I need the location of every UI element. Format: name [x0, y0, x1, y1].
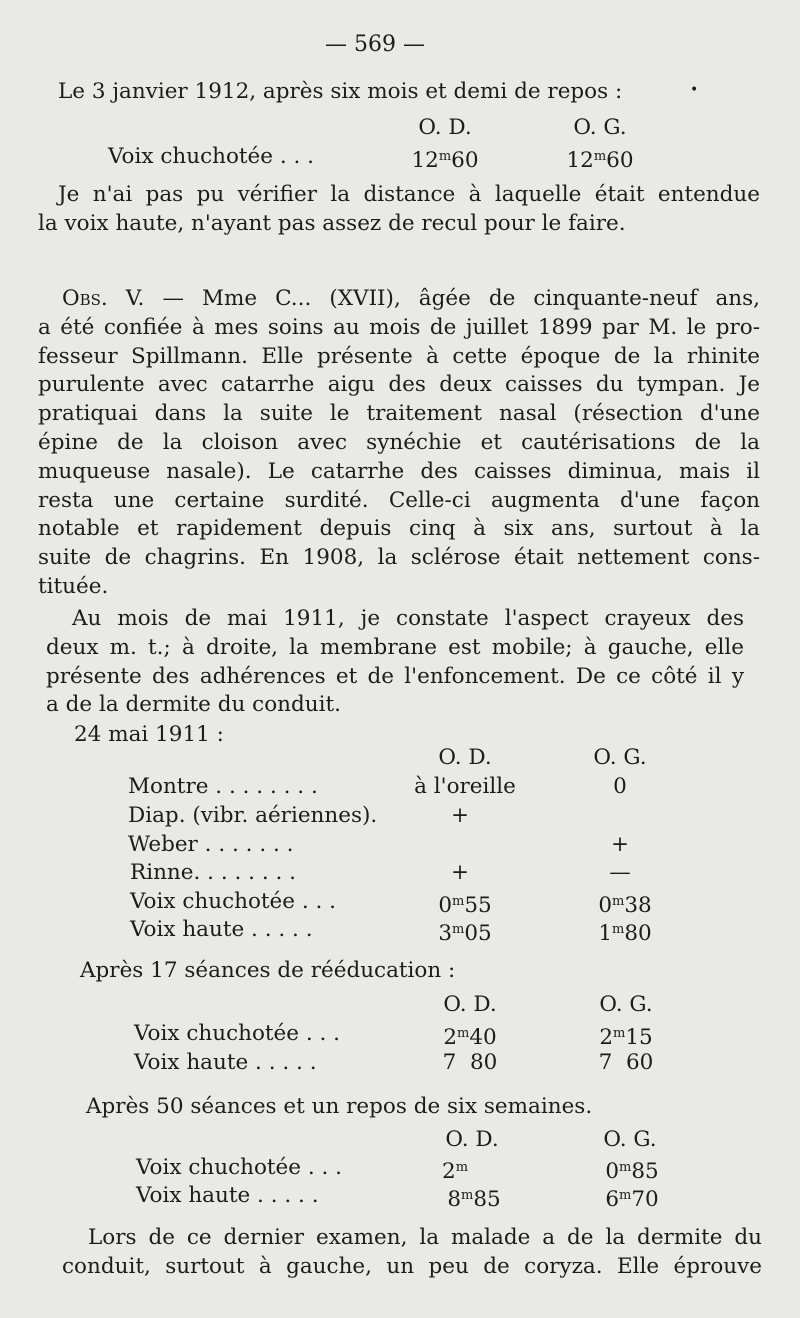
table4-label-chuchotee: Voix chuchotée . . .	[136, 1155, 342, 1180]
table2-label-rinne: Rinne. . . . . . . .	[130, 860, 296, 885]
table4-og-haute: 6$^m$70	[605, 1187, 659, 1212]
table2-label-haute: Voix haute . . . . .	[130, 917, 313, 942]
table2-od-haute: 3$^m$05	[438, 921, 492, 946]
paragraph-examination: Au mois de mai 1911, je constate l'aspect crayeux des deux m. t.; à droite, la membrane est mobile; à gauche, elle présente des adhérences et de l'enfoncement. De ce côté il y a de la dermite du conduit.	[46, 606, 744, 718]
table3-og-haute: 7 60	[598, 1050, 654, 1075]
table2-head-og: O. G.	[593, 745, 647, 770]
after-50-heading: Après 50 séances et un repos de six semaines.	[86, 1094, 593, 1119]
table2-og-rinne: —	[609, 860, 631, 885]
table2-label-weber: Weber . . . . . . .	[128, 832, 294, 857]
table2-od-rinne: +	[450, 860, 469, 885]
obs-label: Obs. V.	[62, 286, 145, 311]
after-17-heading: Après 17 séances de rééducation :	[80, 958, 456, 983]
table4-label-haute: Voix haute . . . . .	[136, 1183, 319, 1208]
table2-og-chuchotee: 0$^m$38	[598, 893, 652, 918]
table3-od-haute: 7 80	[442, 1050, 498, 1075]
table3-od-chuchotee: 2$^m$40	[443, 1025, 497, 1050]
table2-label-montre: Montre . . . . . . . .	[128, 774, 318, 799]
paragraph-final: Lors de ce dernier examen, la malade a de la dermite du conduit, surtout à gauche, un peu de coryza. Elle éprouve	[62, 1225, 762, 1279]
page-number: — 569 —	[325, 32, 425, 57]
table1-row-label: Voix chuchotée . . .	[108, 144, 314, 169]
stray-mark: •	[690, 82, 699, 98]
table4-head-od: O. D.	[445, 1127, 499, 1152]
date-heading: 24 mai 1911 :	[74, 722, 224, 747]
table2-label-diap: Diap. (vibr. aériennes).	[128, 803, 378, 828]
table3-label-haute: Voix haute . . . . .	[134, 1050, 317, 1075]
table2-od-chuchotee: 0$^m$55	[438, 893, 492, 918]
table4-od-haute: 8$^m$85	[447, 1187, 501, 1212]
table4-head-og: O. G.	[603, 1127, 657, 1152]
table1-head-od: O. D.	[418, 115, 472, 140]
table2-od-diap: +	[450, 803, 469, 828]
table2-og-weber: +	[610, 832, 629, 857]
intro-line: Le 3 janvier 1912, après six mois et demi de repos :	[58, 79, 623, 104]
table2-head-od: O. D.	[438, 745, 492, 770]
table2-od-montre: à l'oreille	[414, 774, 516, 799]
table2-label-chuchotee: Voix chuchotée . . .	[130, 889, 336, 914]
table3-label-chuchotee: Voix chuchotée . . .	[134, 1021, 340, 1046]
table2-og-montre: 0	[613, 774, 627, 799]
table2-og-haute: 1$^m$80	[598, 921, 652, 946]
table1-row-og: 12$^m$60	[566, 148, 634, 173]
paragraph-distance: Je n'ai pas pu vérifier la distance à laquelle était entendue la voix haute, n'ayant pas assez de recul pour le faire.	[38, 182, 760, 236]
table1-row-od: 12$^m$60	[411, 148, 479, 173]
table3-og-chuchotee: 2$^m$15	[599, 1025, 653, 1050]
table4-og-chuchotee: 0$^m$85	[605, 1159, 659, 1184]
table3-head-og: O. G.	[599, 992, 653, 1017]
table3-head-od: O. D.	[443, 992, 497, 1017]
table1-head-og: O. G.	[573, 115, 627, 140]
table4-od-chuchotee: 2$^m$	[442, 1159, 469, 1184]
paragraph-observation: Obs. V. — Mme C... (XVII), âgée de cinquante-neuf ans, a été confiée à mes soins au mois de juillet 1899 par M. le pro- fesseur Spillmann. Elle présente à cette époque de la rhinite purulente avec catarrhe aigu des deux caisses du tympan. Je pratiquai dans la suite le traitement nasal (résection d'une épine de la cloison avec synéchie et cautérisations de la muqueuse nasale). Le catarrhe des caisses diminua, mais il resta une certaine surdité. Celle-ci augmenta d'une façon notable et rapidement depuis cinq à six ans, surtout à la suite de chagrins. En 1908, la sclérose était nettement cons- tituée.	[38, 286, 760, 599]
